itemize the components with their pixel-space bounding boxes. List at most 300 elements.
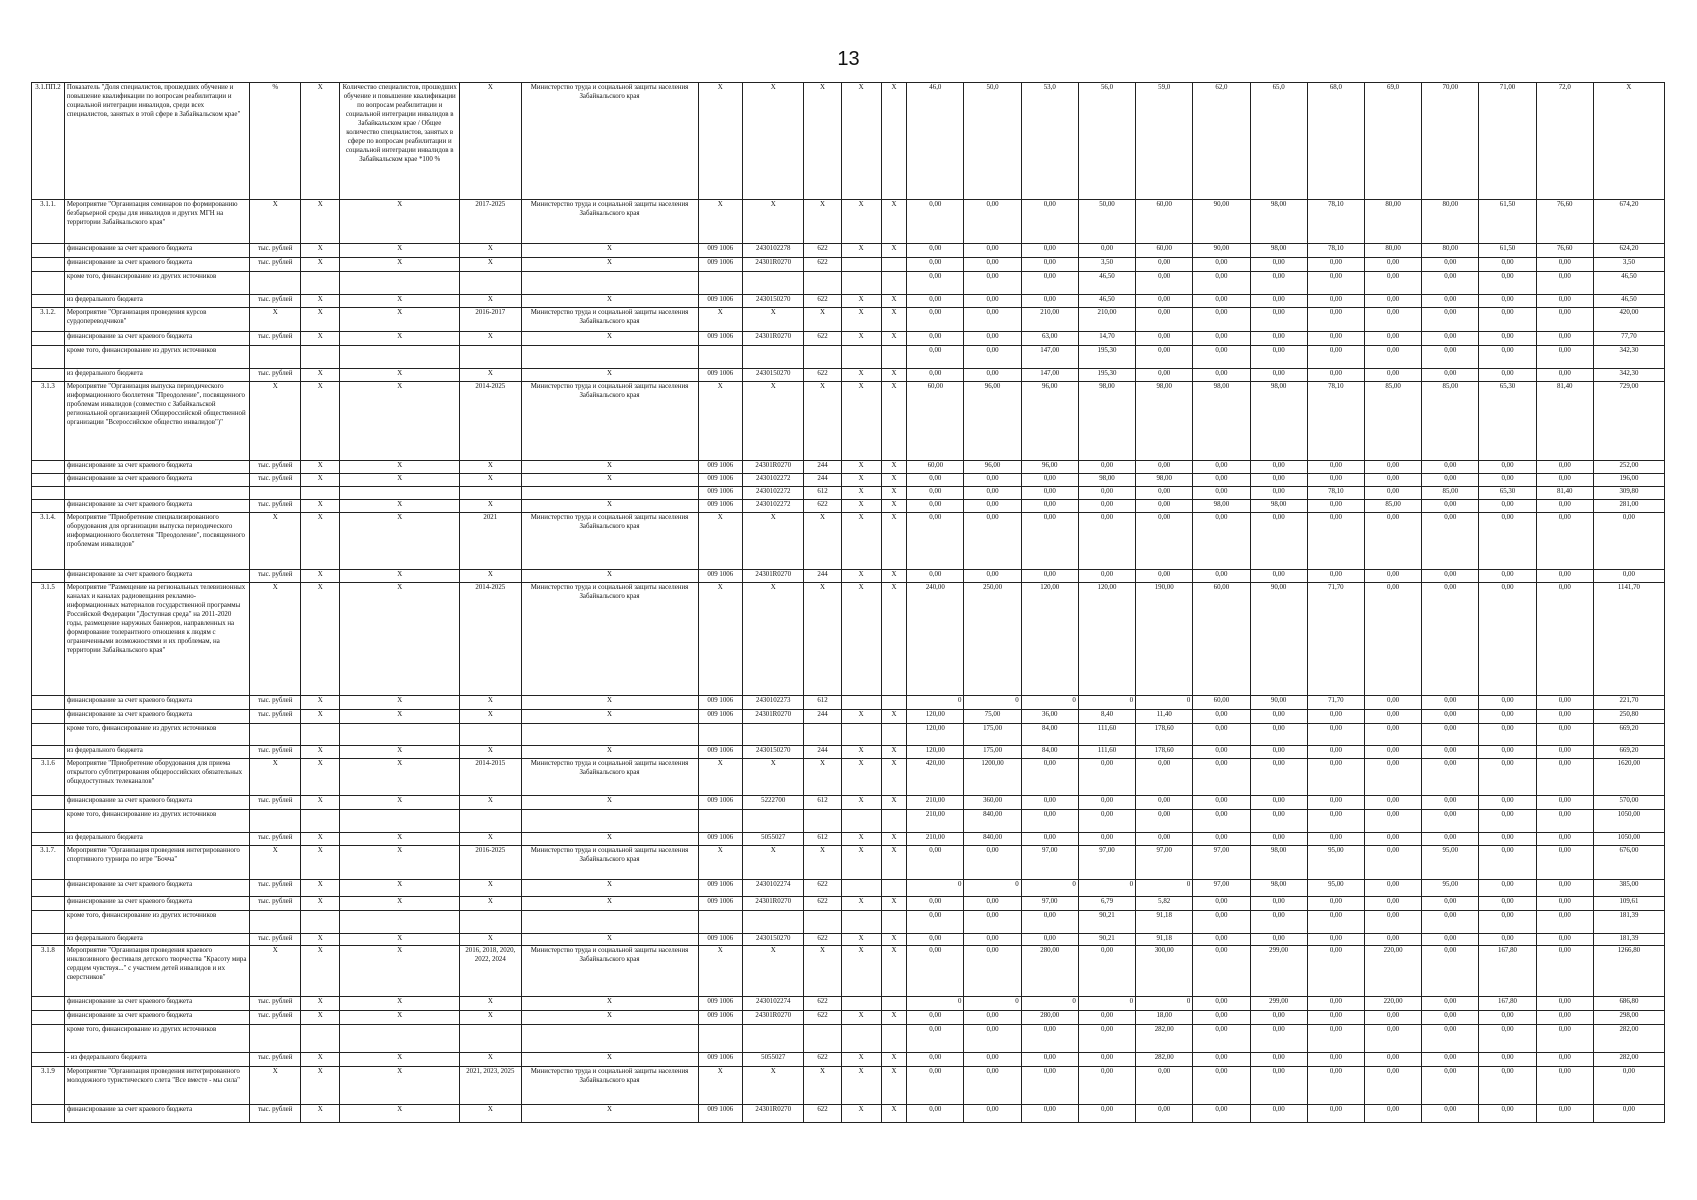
cell-col-x1: X	[301, 583, 340, 696]
cell-year-2015: 0,00	[964, 258, 1021, 272]
cell-col-x3	[881, 911, 906, 934]
cell-year-2019: 0,00	[1193, 796, 1250, 810]
cell-year-2020: 0,00	[1250, 272, 1307, 295]
cell-col-x1: X	[301, 696, 340, 710]
cell-col-x3: X	[881, 945, 906, 996]
cell-unit	[250, 487, 301, 500]
cell-year-2024: 0,00	[1479, 833, 1536, 846]
cell-year-2022: 0,00	[1364, 308, 1421, 332]
cell-year-2018: 0,00	[1136, 308, 1193, 332]
cell-year-2017: 97,00	[1078, 846, 1135, 880]
cell-year-2016: 147,00	[1021, 369, 1078, 382]
cell-year-2015: 0,00	[964, 295, 1021, 308]
cell-year-2016: 0,00	[1021, 500, 1078, 513]
cell-year-2016: 0,00	[1021, 474, 1078, 487]
cell-target-article: 24301R0270	[743, 1104, 804, 1122]
table-row	[32, 346, 1665, 369]
table-row	[32, 200, 1665, 244]
cell-year-2018: 98,00	[1136, 382, 1193, 461]
cell-col-x1: X	[301, 570, 340, 583]
cell-unit: тыс. рублей	[250, 880, 301, 897]
cell-col-x1	[301, 1024, 340, 1052]
cell-year-2025: 76,60	[1536, 244, 1593, 258]
cell-calculation-method: X	[340, 996, 460, 1010]
cell-responsible-executor	[521, 1024, 698, 1052]
cell-year-2018: 0	[1136, 996, 1193, 1010]
cell-budget-code: 009 1006	[698, 570, 743, 583]
cell-year-2019: 98,00	[1193, 382, 1250, 461]
cell-year-2021: 0,00	[1307, 796, 1364, 810]
cell-responsible-executor	[521, 272, 698, 295]
cell-col-x1	[301, 810, 340, 833]
cell-year-2015: 0	[964, 996, 1021, 1010]
cell-year-2015: 1200,00	[964, 759, 1021, 796]
cell-responsible-executor: Министерство труда и социальной защиты населения Забайкальского края	[521, 945, 698, 996]
cell-expense-type: 622	[804, 897, 841, 911]
cell-name: финансирование за счет краевого бюджета	[64, 500, 249, 513]
cell-period: 2021	[460, 513, 521, 570]
cell-year-2021: 0,00	[1307, 759, 1364, 796]
cell-col-x1: X	[301, 461, 340, 474]
cell-name: - из федерального бюджета	[64, 1052, 249, 1066]
cell-year-2021: 0,00	[1307, 258, 1364, 272]
table-row	[32, 833, 1665, 846]
cell-name: финансирование за счет краевого бюджета	[64, 244, 249, 258]
cell-year-2019: 0,00	[1193, 272, 1250, 295]
cell-year-2017: 46,50	[1078, 295, 1135, 308]
cell-responsible-executor: X	[521, 258, 698, 272]
cell-year-2022: 220,00	[1364, 996, 1421, 1010]
cell-responsible-executor: X	[521, 880, 698, 897]
cell-year-2024: 0,00	[1479, 308, 1536, 332]
cell-unit: тыс. рублей	[250, 461, 301, 474]
cell-budget-code: X	[698, 382, 743, 461]
cell-calculation-method	[340, 724, 460, 746]
cell-year-2018: 178,60	[1136, 724, 1193, 746]
cell-target-article: X	[743, 513, 804, 570]
cell-year-2016: 0,00	[1021, 796, 1078, 810]
cell-year-2020: 0,00	[1250, 1052, 1307, 1066]
cell-calculation-method: X	[340, 583, 460, 696]
cell-unit: X	[250, 513, 301, 570]
cell-col-x1	[301, 911, 340, 934]
cell-expense-type: X	[804, 945, 841, 996]
cell-expense-type: 244	[804, 710, 841, 724]
cell-calculation-method: X	[340, 500, 460, 513]
cell-name: из федерального бюджета	[64, 833, 249, 846]
cell-year-2023: 0,00	[1422, 513, 1479, 570]
cell-year-2025: 0,00	[1536, 833, 1593, 846]
cell-col-x2: X	[841, 746, 881, 759]
cell-year-2022: 0,00	[1364, 833, 1421, 846]
cell-year-2020: 0,00	[1250, 833, 1307, 846]
cell-total: 1620,00	[1593, 759, 1664, 796]
cell-responsible-executor	[521, 724, 698, 746]
cell-year-2025: 0,00	[1536, 810, 1593, 833]
cell-total: X	[1593, 83, 1664, 200]
cell-total: 309,80	[1593, 487, 1664, 500]
cell-year-2020: 65,0	[1250, 83, 1307, 200]
cell-row-number	[32, 696, 65, 710]
cell-year-2022: 0,00	[1364, 897, 1421, 911]
cell-year-2021: 0,00	[1307, 513, 1364, 570]
cell-unit	[250, 911, 301, 934]
cell-calculation-method: X	[340, 382, 460, 461]
cell-period: 2016-2025	[460, 846, 521, 880]
cell-unit: X	[250, 382, 301, 461]
cell-name: Мероприятие "Приобретение специализированного оборудования для организации выпуска периодического информационного бюллетеня "Преодоление", посвященного проблемам инвалидов"	[64, 513, 249, 570]
cell-year-2024: 0,00	[1479, 1010, 1536, 1024]
cell-year-2021: 0,00	[1307, 710, 1364, 724]
cell-col-x3: X	[881, 295, 906, 308]
cell-responsible-executor: Министерство труда и социальной защиты населения Забайкальского края	[521, 846, 698, 880]
cell-year-2025: 0,00	[1536, 308, 1593, 332]
cell-year-2016: 120,00	[1021, 583, 1078, 696]
cell-year-2023: 0,00	[1422, 1024, 1479, 1052]
cell-col-x1: X	[301, 308, 340, 332]
cell-year-2015: 0,00	[964, 500, 1021, 513]
cell-year-2023: 0,00	[1422, 759, 1479, 796]
table-row	[32, 724, 1665, 746]
cell-year-2020: 0,00	[1250, 1010, 1307, 1024]
cell-unit: тыс. рублей	[250, 570, 301, 583]
cell-calculation-method: X	[340, 833, 460, 846]
cell-calculation-method: X	[340, 880, 460, 897]
cell-year-2022: 0,00	[1364, 1104, 1421, 1122]
cell-calculation-method: X	[340, 295, 460, 308]
cell-year-2021: 0,00	[1307, 724, 1364, 746]
cell-year-2025: 0,00	[1536, 724, 1593, 746]
cell-target-article: 2430150270	[743, 746, 804, 759]
cell-year-2023: 85,00	[1422, 382, 1479, 461]
cell-budget-code: X	[698, 200, 743, 244]
cell-budget-code: X	[698, 83, 743, 200]
cell-year-2014: 0,00	[907, 1024, 964, 1052]
cell-period: X	[460, 474, 521, 487]
cell-year-2020: 0,00	[1250, 346, 1307, 369]
cell-col-x2: X	[841, 382, 881, 461]
cell-row-number: 3.1.7.	[32, 846, 65, 880]
cell-calculation-method: X	[340, 1052, 460, 1066]
cell-col-x3: X	[881, 746, 906, 759]
cell-year-2017: 195,30	[1078, 346, 1135, 369]
cell-total: 282,00	[1593, 1024, 1664, 1052]
cell-year-2016: 0,00	[1021, 258, 1078, 272]
cell-total: 181,39	[1593, 911, 1664, 934]
cell-year-2014: 120,00	[907, 710, 964, 724]
cell-row-number	[32, 996, 65, 1010]
cell-year-2018: 0	[1136, 696, 1193, 710]
cell-year-2019: 0,00	[1193, 258, 1250, 272]
cell-col-x1: X	[301, 1104, 340, 1122]
cell-unit: тыс. рублей	[250, 258, 301, 272]
cell-total: 1266,80	[1593, 945, 1664, 996]
cell-year-2023: 0,00	[1422, 295, 1479, 308]
cell-year-2025: 0,00	[1536, 272, 1593, 295]
cell-year-2023: 0,00	[1422, 346, 1479, 369]
cell-expense-type: 622	[804, 244, 841, 258]
cell-year-2015: 0,00	[964, 513, 1021, 570]
cell-year-2024: 0,00	[1479, 934, 1536, 946]
cell-row-number	[32, 810, 65, 833]
cell-year-2023: 0,00	[1422, 996, 1479, 1010]
cell-year-2018: 0,00	[1136, 500, 1193, 513]
table-row	[32, 382, 1665, 461]
cell-name: Мероприятие "Организация семинаров по формированию безбарьерной среды для инвалидов и других МГН на территории Забайкальского края"	[64, 200, 249, 244]
table-row	[32, 810, 1665, 833]
cell-year-2025: 0,00	[1536, 846, 1593, 880]
cell-col-x2: X	[841, 1010, 881, 1024]
cell-year-2023: 0,00	[1422, 258, 1479, 272]
cell-year-2023: 0,00	[1422, 583, 1479, 696]
cell-col-x2	[841, 1024, 881, 1052]
cell-target-article: 5055027	[743, 833, 804, 846]
cell-year-2018: 97,00	[1136, 846, 1193, 880]
cell-col-x3: X	[881, 513, 906, 570]
cell-year-2025: 0,00	[1536, 796, 1593, 810]
cell-responsible-executor: Министерство труда и социальной защиты населения Забайкальского края	[521, 759, 698, 796]
cell-year-2016: 0	[1021, 880, 1078, 897]
cell-year-2017: 0,00	[1078, 945, 1135, 996]
budget-table	[31, 82, 1665, 1123]
cell-year-2020: 0,00	[1250, 487, 1307, 500]
cell-year-2023: 0,00	[1422, 724, 1479, 746]
cell-name: кроме того, финансирование из других источников	[64, 272, 249, 295]
cell-year-2014: 120,00	[907, 746, 964, 759]
cell-year-2020: 98,00	[1250, 846, 1307, 880]
cell-col-x3: X	[881, 332, 906, 346]
cell-year-2016: 0,00	[1021, 759, 1078, 796]
cell-col-x2: X	[841, 570, 881, 583]
cell-period: 2014-2025	[460, 382, 521, 461]
cell-calculation-method	[340, 1024, 460, 1052]
cell-year-2022: 0,00	[1364, 934, 1421, 946]
cell-year-2023: 0,00	[1422, 308, 1479, 332]
table-row	[32, 710, 1665, 724]
cell-year-2015: 0,00	[964, 911, 1021, 934]
cell-year-2017: 0	[1078, 996, 1135, 1010]
cell-row-number	[32, 295, 65, 308]
cell-year-2024: 167,80	[1479, 945, 1536, 996]
cell-year-2018: 0,00	[1136, 759, 1193, 796]
cell-expense-type	[804, 810, 841, 833]
cell-name: финансирование за счет краевого бюджета	[64, 570, 249, 583]
cell-col-x2: X	[841, 1066, 881, 1104]
cell-year-2021: 0,00	[1307, 272, 1364, 295]
cell-year-2025: 0,00	[1536, 759, 1593, 796]
cell-row-number	[32, 880, 65, 897]
cell-row-number	[32, 1104, 65, 1122]
cell-year-2023: 0,00	[1422, 369, 1479, 382]
cell-year-2018: 60,00	[1136, 200, 1193, 244]
cell-col-x1: X	[301, 369, 340, 382]
cell-col-x2: X	[841, 295, 881, 308]
cell-year-2024: 0,00	[1479, 810, 1536, 833]
cell-year-2024: 167,80	[1479, 996, 1536, 1010]
cell-year-2017: 111,60	[1078, 746, 1135, 759]
cell-name: кроме того, финансирование из других источников	[64, 724, 249, 746]
cell-year-2019: 0,00	[1193, 1104, 1250, 1122]
cell-year-2021: 0,00	[1307, 295, 1364, 308]
cell-year-2020: 0,00	[1250, 369, 1307, 382]
cell-year-2015: 0,00	[964, 487, 1021, 500]
cell-year-2023: 0,00	[1422, 746, 1479, 759]
cell-year-2021: 0,00	[1307, 500, 1364, 513]
cell-responsible-executor: X	[521, 500, 698, 513]
cell-year-2014: 0,00	[907, 332, 964, 346]
cell-total: 729,00	[1593, 382, 1664, 461]
cell-responsible-executor: X	[521, 897, 698, 911]
cell-row-number: 3.1.4.	[32, 513, 65, 570]
cell-year-2024: 0,00	[1479, 461, 1536, 474]
cell-year-2020: 0,00	[1250, 897, 1307, 911]
cell-col-x2	[841, 911, 881, 934]
cell-row-number: 3.1.ПП.2	[32, 83, 65, 200]
cell-year-2015: 0,00	[964, 570, 1021, 583]
cell-year-2015: 0	[964, 696, 1021, 710]
cell-year-2016: 0,00	[1021, 200, 1078, 244]
cell-row-number	[32, 796, 65, 810]
cell-budget-code	[698, 272, 743, 295]
cell-year-2025: 0,00	[1536, 880, 1593, 897]
cell-year-2018: 0,00	[1136, 1066, 1193, 1104]
cell-unit: тыс. рублей	[250, 295, 301, 308]
cell-year-2021: 0,00	[1307, 897, 1364, 911]
cell-year-2020: 0,00	[1250, 934, 1307, 946]
cell-expense-type: 244	[804, 746, 841, 759]
cell-responsible-executor: X	[521, 474, 698, 487]
cell-row-number	[32, 461, 65, 474]
cell-unit: X	[250, 308, 301, 332]
cell-col-x2: X	[841, 833, 881, 846]
cell-year-2017: 0,00	[1078, 796, 1135, 810]
cell-year-2023: 0,00	[1422, 500, 1479, 513]
cell-year-2017: 0,00	[1078, 500, 1135, 513]
cell-row-number	[32, 1024, 65, 1052]
cell-year-2024: 0,00	[1479, 500, 1536, 513]
cell-calculation-method: X	[340, 796, 460, 810]
cell-year-2014: 0,00	[907, 911, 964, 934]
cell-expense-type	[804, 346, 841, 369]
cell-col-x2: X	[841, 583, 881, 696]
cell-year-2021: 71,70	[1307, 696, 1364, 710]
cell-year-2022: 0,00	[1364, 369, 1421, 382]
cell-year-2021: 78,10	[1307, 382, 1364, 461]
cell-target-article: X	[743, 945, 804, 996]
cell-period: 2021, 2023, 2025	[460, 1066, 521, 1104]
cell-year-2022: 0,00	[1364, 461, 1421, 474]
cell-name: финансирование за счет краевого бюджета	[64, 796, 249, 810]
cell-year-2016: 84,00	[1021, 746, 1078, 759]
cell-year-2017: 0,00	[1078, 461, 1135, 474]
cell-expense-type: X	[804, 1066, 841, 1104]
cell-year-2017: 0,00	[1078, 1052, 1135, 1066]
cell-year-2017: 3,50	[1078, 258, 1135, 272]
cell-name: финансирование за счет краевого бюджета	[64, 696, 249, 710]
cell-unit: X	[250, 846, 301, 880]
cell-col-x3: X	[881, 1052, 906, 1066]
cell-row-number	[32, 724, 65, 746]
cell-year-2019: 0,00	[1193, 513, 1250, 570]
cell-col-x2: X	[841, 513, 881, 570]
cell-year-2019: 0,00	[1193, 346, 1250, 369]
cell-year-2017: 195,30	[1078, 369, 1135, 382]
cell-unit: тыс. рублей	[250, 996, 301, 1010]
cell-year-2021: 0,00	[1307, 1066, 1364, 1104]
cell-year-2016: 0,00	[1021, 295, 1078, 308]
cell-calculation-method	[340, 272, 460, 295]
table-row	[32, 295, 1665, 308]
cell-expense-type: 612	[804, 833, 841, 846]
cell-name: кроме того, финансирование из других источников	[64, 346, 249, 369]
cell-unit: тыс. рублей	[250, 1104, 301, 1122]
cell-name: Мероприятие "Размещение на региональных телевизионных каналах и каналах радиовещания рекламно-информационных материалов государственной программы Российской Федерации "Доступная среда" на 2011-2020 годы, размещение наружных баннеров, направленных на формирование толерантного отношения к людям с ограниченными возможностями и их проблемам, на территории Забайкальского края"	[64, 583, 249, 696]
cell-period: X	[460, 258, 521, 272]
cell-expense-type: 622	[804, 332, 841, 346]
cell-year-2018: 59,0	[1136, 83, 1193, 200]
table-row	[32, 880, 1665, 897]
cell-year-2021: 95,00	[1307, 880, 1364, 897]
cell-budget-code: 009 1006	[698, 369, 743, 382]
cell-responsible-executor: X	[521, 570, 698, 583]
cell-year-2024: 61,50	[1479, 200, 1536, 244]
cell-expense-type: 244	[804, 461, 841, 474]
cell-year-2023: 0,00	[1422, 796, 1479, 810]
cell-year-2020: 0,00	[1250, 1066, 1307, 1104]
cell-col-x2: X	[841, 1052, 881, 1066]
cell-responsible-executor: X	[521, 710, 698, 724]
cell-year-2018: 0	[1136, 880, 1193, 897]
cell-year-2015: 50,0	[964, 83, 1021, 200]
cell-calculation-method: Количество специалистов, прошедших обучение и повышение квалификации по вопросам реабилитации и социальной интеграции инвалидов в Забайкальском крае / Общее количество специалистов, занятых в сфере по вопросам реабилитации и социальной интеграции инвалидов в Забайкальском крае *100 %	[340, 83, 460, 200]
cell-col-x2: X	[841, 500, 881, 513]
cell-year-2025: 0,00	[1536, 1010, 1593, 1024]
cell-target-article: 2430102278	[743, 244, 804, 258]
cell-year-2021: 0,00	[1307, 911, 1364, 934]
cell-year-2024: 65,30	[1479, 382, 1536, 461]
cell-year-2014: 210,00	[907, 833, 964, 846]
cell-year-2025: 0,00	[1536, 1024, 1593, 1052]
cell-year-2024: 0,00	[1479, 583, 1536, 696]
cell-year-2025: 0,00	[1536, 295, 1593, 308]
table-row	[32, 513, 1665, 570]
table-row	[32, 796, 1665, 810]
cell-year-2014: 0,00	[907, 570, 964, 583]
cell-year-2020: 0,00	[1250, 810, 1307, 833]
cell-year-2025: 0,00	[1536, 897, 1593, 911]
cell-year-2015: 0,00	[964, 945, 1021, 996]
table-row	[32, 332, 1665, 346]
cell-name: кроме того, финансирование из других источников	[64, 810, 249, 833]
cell-year-2024: 0,00	[1479, 258, 1536, 272]
cell-name: финансирование за счет краевого бюджета	[64, 258, 249, 272]
cell-year-2014: 0,00	[907, 1066, 964, 1104]
cell-year-2019: 0,00	[1193, 945, 1250, 996]
cell-target-article: 24301R0270	[743, 1010, 804, 1024]
cell-responsible-executor: Министерство труда и социальной защиты населения Забайкальского края	[521, 583, 698, 696]
cell-year-2024: 0,00	[1479, 897, 1536, 911]
cell-col-x3	[881, 696, 906, 710]
cell-year-2016: 53,0	[1021, 83, 1078, 200]
cell-year-2014: 60,00	[907, 382, 964, 461]
cell-year-2025: 0,00	[1536, 710, 1593, 724]
cell-year-2014: 0,00	[907, 244, 964, 258]
cell-expense-type: 622	[804, 934, 841, 946]
cell-year-2025: 0,00	[1536, 346, 1593, 369]
cell-year-2024: 0,00	[1479, 369, 1536, 382]
cell-name: из федерального бюджета	[64, 934, 249, 946]
table-row	[32, 846, 1665, 880]
